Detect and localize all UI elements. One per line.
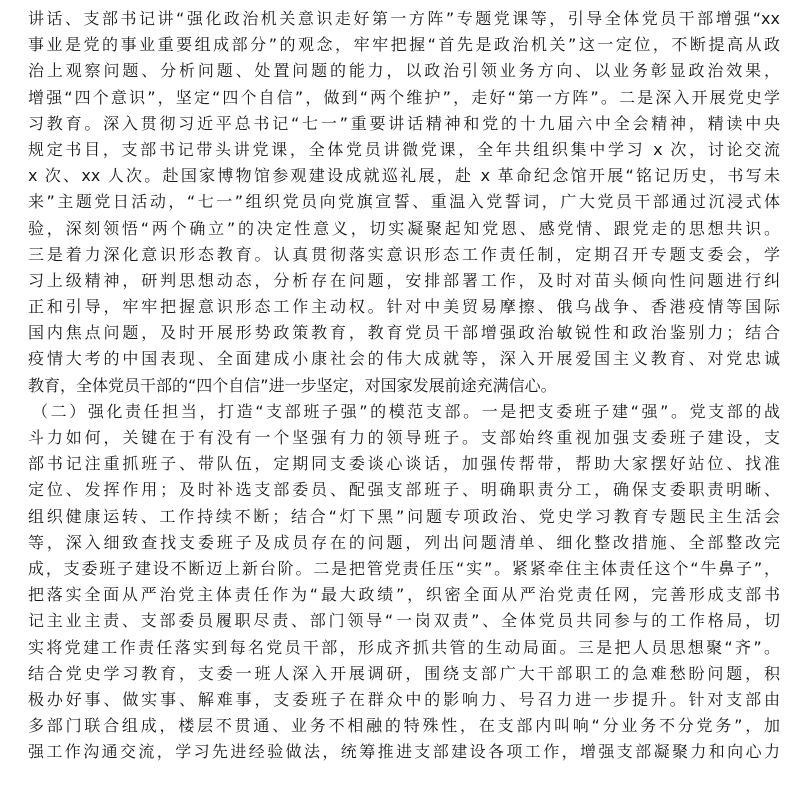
body-line: 规定书目，支部书记带头讲党课，全体党员讲微党课，全年共组织集中学习 x 次，讨论交流	[28, 139, 780, 159]
body-line: 斗力如何，关键在于有没有一个坚强有力的领导班子。支部始终重视加强支委班子建设，支	[28, 428, 780, 447]
body-line: 疫情大考的中国表现、全面建成小康社会的伟大成就等，深入开展爱国主义教育、对党忠诚	[28, 349, 780, 369]
body-line: 组织健康运转、工作持续不断；结合“灯下黑”问题专项政治、党史学习教育专题民主生活会	[28, 506, 780, 526]
body-line: 部书记注重抓班子、带队伍，定期同支委谈心谈话，加强传帮带，帮助大家摆好站位、找准	[28, 454, 780, 474]
body-line: 教育，全体党员干部的“四个自信”进一步坚定，对国家发展前途充满信心。	[28, 375, 557, 395]
body-line: 增强“四个意识”，坚定“四个自信”，做到“两个维护”，走好“第一方阵”。二是深入开展党史学	[28, 87, 780, 107]
body-line: 事业是党的事业重要组成部分”的观念，牢牢把握“首先是政治机关”这一定位，不断提高从政	[28, 35, 780, 55]
body-line: 三是着力深化意识形态教育。认真贯彻落实意识形态工作责任制，定期召开专题支委会，学	[28, 244, 780, 264]
body-line: 记主业主责、支部委员履职尽责、部门领导“一岗双责”、全体党员共同参与的工作格局，切	[28, 611, 780, 631]
document-body	[28, 6, 780, 765]
body-line: 国内焦点问题，及时开展形势政策教育，教育党员干部增强政治敏锐性和政治鉴别力；结合	[28, 323, 780, 343]
body-line: 强工作沟通交流，学习先进经验做法，统筹推进支部建设各项工作，增强支部凝聚力和向心力	[28, 742, 780, 762]
body-line: 来”主题党日活动，“七一”组织党员向党旗宣誓、重温入党誓词，广大党员干部通过沉浸式体	[28, 192, 780, 212]
body-line: 习上级精神，研判思想动态，分析存在问题，安排部署工作，及时对苗头倾向性问题进行纠	[28, 270, 780, 290]
body-line: 结合党史学习教育，支委一班人深入开展调研，围绕支部广大干部职工的急难愁盼问题，积	[28, 663, 780, 683]
section-heading-line: （二）强化责任担当，打造“支部班子强”的模范支部。一是把支委班子建“强”。党支部的战	[32, 401, 780, 421]
body-line: 多部门联合组成，楼层不贯通、业务不相融的特殊性，在支部内叫响“分业务不分党务”，加	[28, 716, 780, 736]
body-line: 习教育。深入贯彻习近平总书记“七一”重要讲话精神和党的十九届六中全会精神，精读中央	[28, 113, 780, 133]
body-line: 讲话、支部书记讲“强化政治机关意识走好第一方阵”专题党课等，引导全体党员干部增强“xx	[28, 9, 780, 28]
body-line: 成，支委班子建设不断迈上新台阶。二是把管党责任压“实”。紧紧牵住主体责任这个“牛鼻子”，	[28, 558, 780, 578]
body-line: 实将党建工作责任落实到每名党员干部，形成齐抓共管的生动局面。三是把人员思想聚“齐”。	[28, 637, 780, 657]
body-line: 验，深刻领悟“两个确立”的决定性意义，切实凝聚起知党恩、感党情、跟党走的思想共识。	[28, 218, 780, 238]
body-line: 定位、发挥作用；及时补选支部委员、配强支部班子、明确职责分工，确保支委职责明晰、	[28, 480, 780, 500]
body-line: 治上观察问题、分析问题、处置问题的能力，以政治引领业务方向、以业务彰显政治效果，	[28, 61, 780, 81]
body-line: 正和引导，牢牢把握意识形态工作主动权。针对中美贸易摩擦、俄乌战争、香港疫情等国际	[28, 297, 780, 317]
body-line: 把落实全面从严治党主体责任作为“最大政绩”，织密全面从严治党责任网，完善形成支部书	[28, 585, 780, 605]
body-line: 极办好事、做实事、解难事，支委班子在群众中的影响力、号召力进一步提升。针对支部由	[28, 689, 780, 709]
body-line: 等，深入细致查找支委班子及成员存在的问题，列出问题清单、细化整改措施、全部整改完	[28, 532, 780, 552]
body-line: x 次、xx 人次。赴国家博物馆参观建设成就巡礼展，赴 x 革命纪念馆开展“铭记历史，书写未	[28, 166, 780, 186]
